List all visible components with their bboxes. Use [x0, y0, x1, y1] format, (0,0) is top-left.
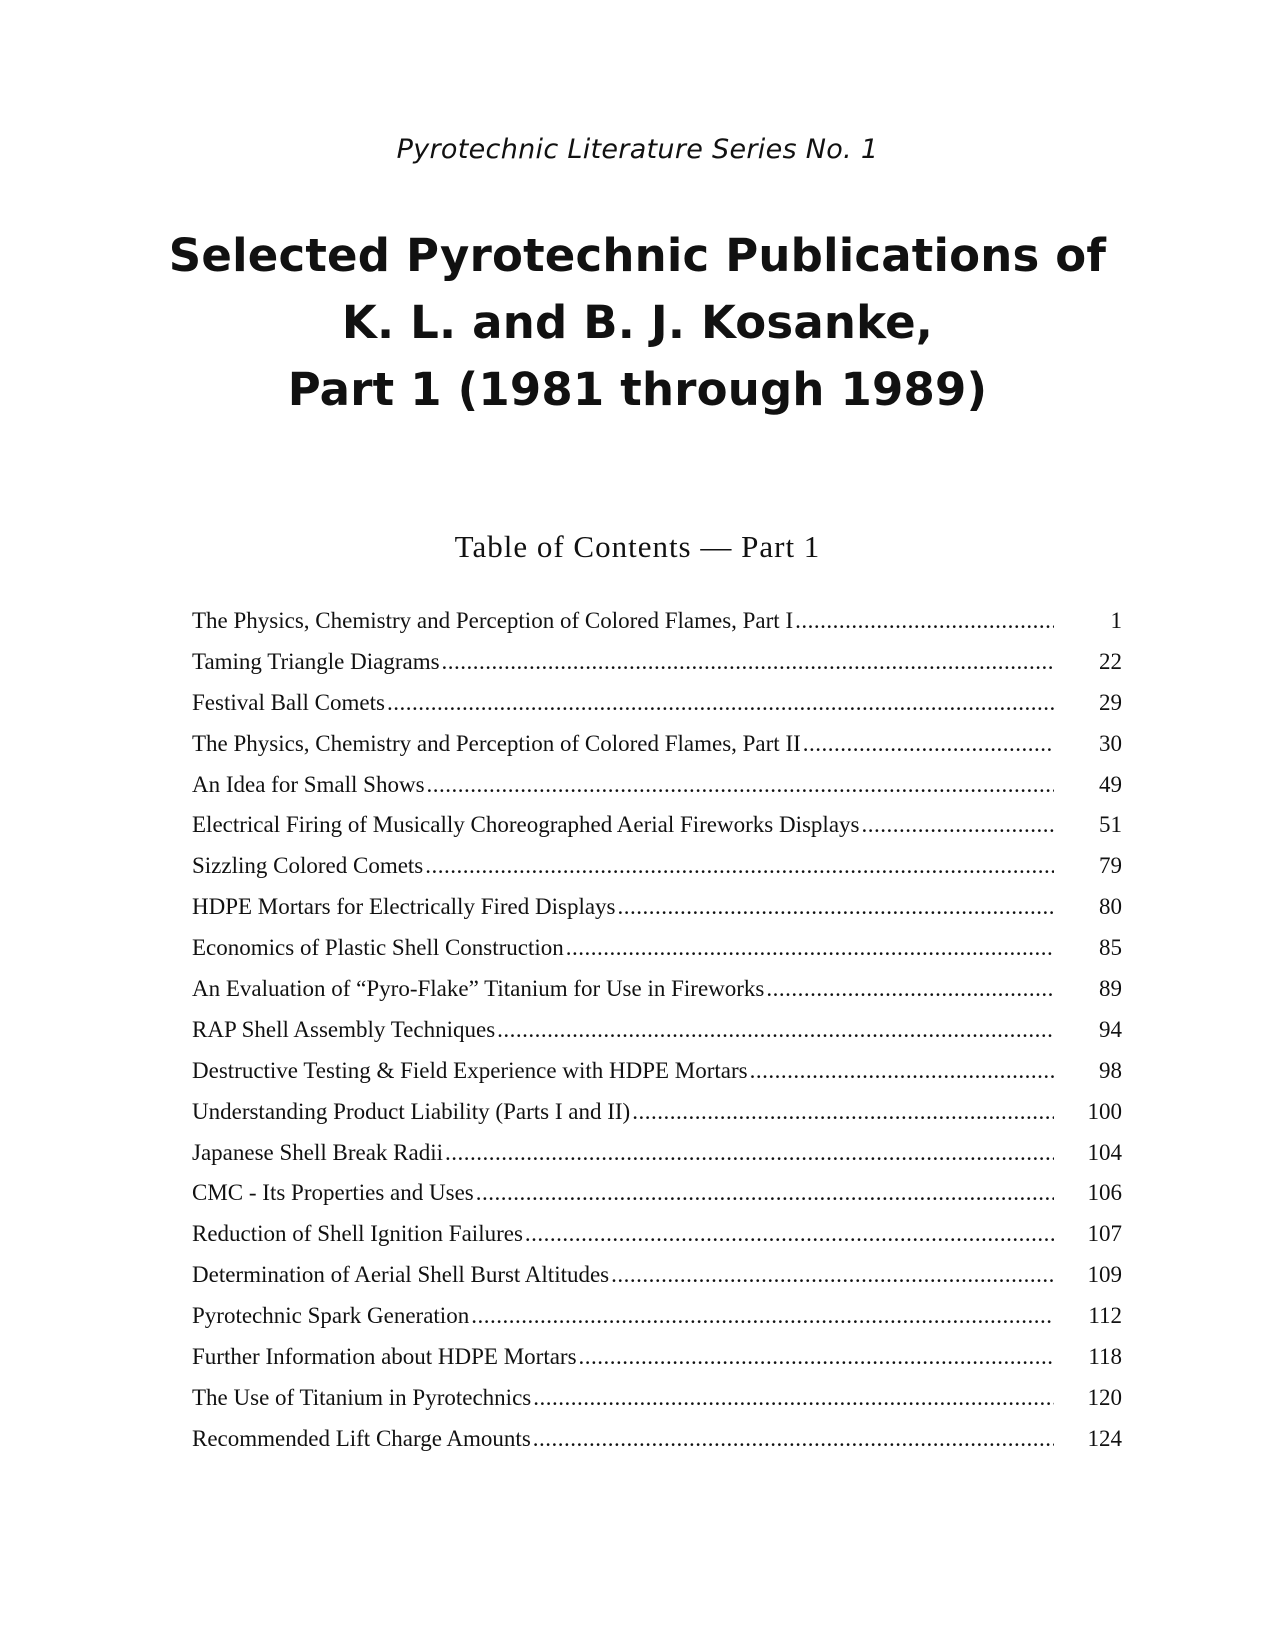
toc-entry[interactable]: [192, 1180, 1122, 1221]
toc-entry-page: 112: [1088, 1303, 1122, 1329]
toc-entry[interactable]: [192, 1426, 1122, 1467]
toc-entry-page: 89: [1099, 976, 1122, 1002]
toc-entry-title: Economics of Plastic Shell Construction: [192, 935, 564, 961]
toc-dot-leader: [566, 935, 1054, 961]
toc-entry[interactable]: [192, 1344, 1122, 1385]
toc-dot-leader: [387, 690, 1054, 716]
toc-entry-title: An Idea for Small Shows: [192, 771, 425, 797]
toc-dot-leader: [442, 649, 1054, 675]
toc-entry-title: The Physics, Chemistry and Perception of Colored Flames, Part II: [192, 730, 801, 756]
toc-entry[interactable]: [192, 1140, 1122, 1181]
toc-entry[interactable]: [192, 1017, 1122, 1058]
toc-entry-title: Further Information about HDPE Mortars: [192, 1344, 577, 1370]
toc-entry[interactable]: [192, 731, 1122, 772]
toc-entry-page: 29: [1099, 689, 1122, 715]
toc-entry[interactable]: [192, 649, 1122, 690]
toc-entry-title: The Use of Titanium in Pyrotechnics: [192, 1384, 532, 1410]
toc-dot-leader: [766, 976, 1054, 1002]
toc-entry-page: 94: [1099, 1016, 1122, 1042]
toc-entry-title: Reduction of Shell Ignition Failures: [192, 1221, 523, 1247]
toc-dot-leader: [750, 1058, 1054, 1084]
toc-heading: Table of Contents — Part 1: [454, 529, 821, 564]
toc-entry[interactable]: [192, 894, 1122, 935]
toc-entry-title: CMC - Its Properties and Uses: [192, 1180, 474, 1206]
toc-entry-page: 98: [1099, 1057, 1122, 1083]
toc-entry[interactable]: [192, 1221, 1122, 1262]
title-line-1: Selected Pyrotechnic Publications of: [168, 229, 1107, 282]
toc-entry-page: 51: [1099, 812, 1122, 838]
toc-entry[interactable]: [192, 1099, 1122, 1140]
toc-dot-leader: [425, 853, 1054, 879]
toc-entry-title: Taming Triangle Diagrams: [192, 648, 440, 674]
toc-entry-title: Festival Ball Comets: [192, 689, 385, 715]
toc-dot-leader: [476, 1180, 1054, 1206]
toc-dot-leader: [579, 1344, 1054, 1370]
toc-entry[interactable]: [192, 1058, 1122, 1099]
toc-entry-title: Electrical Firing of Musically Choreographed Aerial Fireworks Displays: [192, 812, 860, 838]
title-line-3: Part 1 (1981 through 1989): [287, 363, 988, 416]
toc-entry-page: 104: [1087, 1139, 1122, 1165]
toc-entry-page: 80: [1099, 894, 1122, 920]
toc-entry[interactable]: [192, 1385, 1122, 1426]
toc-dot-leader: [861, 812, 1054, 838]
toc-entry-page: 120: [1087, 1384, 1122, 1410]
toc-entry-title: An Evaluation of “Pyro-Flake” Titanium for Use in Fireworks: [192, 976, 765, 1002]
table-of-contents: [192, 608, 1122, 1467]
toc-entry-title: The Physics, Chemistry and Perception of Colored Flames, Part I: [192, 608, 794, 633]
toc-dot-leader: [497, 1017, 1054, 1043]
toc-entry-title: RAP Shell Assembly Techniques: [192, 1016, 496, 1042]
toc-entry-page: 106: [1087, 1180, 1122, 1206]
toc-dot-leader: [795, 608, 1054, 634]
toc-entry[interactable]: [192, 772, 1122, 813]
toc-entry[interactable]: [192, 812, 1122, 853]
toc-entry-page: 100: [1087, 1098, 1122, 1124]
toc-entry-title: Recommended Lift Charge Amounts: [192, 1425, 531, 1451]
series-label: Pyrotechnic Literature Series No. 1: [396, 134, 879, 165]
toc-entry-title: Understanding Product Liability (Parts I and II): [192, 1098, 631, 1124]
toc-entry-page: 124: [1087, 1425, 1122, 1451]
toc-entry-title: Pyrotechnic Spark Generation: [192, 1303, 470, 1329]
toc-entry-page: 79: [1099, 853, 1122, 879]
toc-entry[interactable]: [192, 690, 1122, 731]
toc-entry-title: Japanese Shell Break Radii: [192, 1139, 444, 1165]
toc-entry-title: Destructive Testing & Field Experience with HDPE Mortars: [192, 1057, 748, 1083]
toc-entry-page: 85: [1099, 935, 1122, 961]
toc-dot-leader: [611, 1262, 1054, 1288]
toc-dot-leader: [471, 1303, 1054, 1329]
toc-dot-leader: [525, 1221, 1054, 1247]
toc-entry-page: 1: [1110, 608, 1122, 633]
toc-entry-page: 118: [1088, 1344, 1122, 1370]
toc-entry-title: Sizzling Colored Comets: [192, 853, 424, 879]
toc-entry-title: Determination of Aerial Shell Burst Altitudes: [192, 1262, 610, 1288]
toc-entry[interactable]: [192, 853, 1122, 894]
toc-entry-page: 30: [1099, 730, 1122, 756]
title-line-2: K. L. and B. J. Kosanke,: [341, 296, 934, 349]
toc-dot-leader: [632, 1099, 1054, 1125]
toc-entry-page: 22: [1099, 648, 1122, 674]
toc-dot-leader: [445, 1140, 1054, 1166]
toc-entry[interactable]: [192, 1262, 1122, 1303]
toc-dot-leader: [533, 1426, 1054, 1452]
toc-dot-leader: [803, 731, 1054, 757]
toc-entry[interactable]: [192, 608, 1122, 649]
toc-entry-page: 107: [1087, 1221, 1122, 1247]
toc-entry-title: HDPE Mortars for Electrically Fired Displays: [192, 894, 616, 920]
toc-dot-leader: [618, 894, 1055, 920]
document-title: [0, 222, 1275, 423]
toc-dot-leader: [533, 1385, 1054, 1411]
toc-entry[interactable]: [192, 976, 1122, 1017]
toc-entry-page: 109: [1087, 1262, 1122, 1288]
toc-entry-page: 49: [1099, 771, 1122, 797]
toc-dot-leader: [427, 772, 1054, 798]
toc-entry[interactable]: [192, 935, 1122, 976]
toc-entry[interactable]: [192, 1303, 1122, 1344]
